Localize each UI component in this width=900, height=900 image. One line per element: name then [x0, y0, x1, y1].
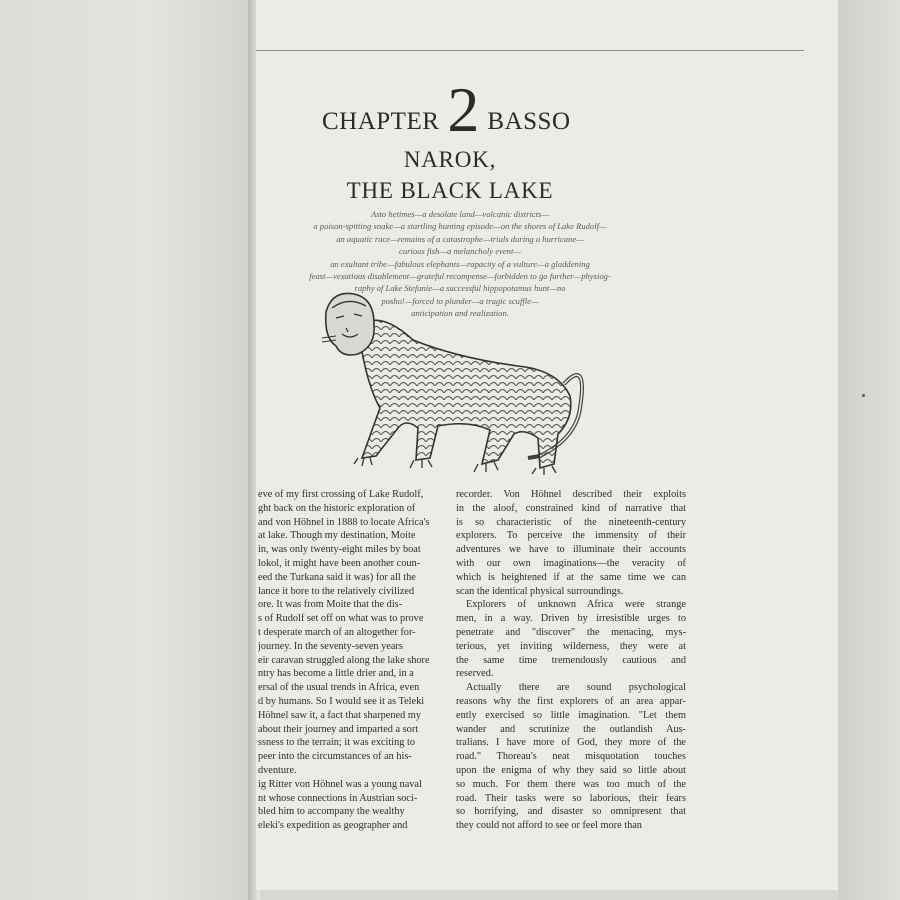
text-line: ght back on the historic exploration of: [258, 502, 416, 514]
text-line: scan the identical physical surroundings.: [456, 585, 624, 597]
text-line: at lake. Though my destination, Moite: [258, 530, 416, 542]
text-line: they could not afford to see or feel more than: [456, 820, 642, 832]
text-line: in, was only twenty-eight miles by boat: [258, 544, 421, 556]
text-line: in the aloof, constrained kind of narrative that: [456, 502, 686, 514]
text-line: explorers. To perceive the immensity of their: [456, 530, 686, 542]
chapter-heading: [322, 74, 592, 145]
scaled-lion-engraving-icon: [318, 288, 604, 478]
text-line: tralians. I have more of God, they more of the: [456, 737, 686, 749]
page-speck: [862, 394, 865, 397]
text-line: eleki's expedition as geographer and: [258, 820, 408, 832]
text-line: dventure.: [258, 764, 297, 776]
text-line: s of Rudolf set off on what was to prove: [258, 613, 424, 625]
text-line: ersal of the usual trends in Africa, even: [258, 682, 420, 694]
text-line: an exultant tribe—fabulous elephants—rapacity of a vulture—a gladdening: [330, 258, 590, 269]
text-line: t desperate march of an altogether for-: [258, 626, 416, 638]
chapter-title-line-1: NAROK,: [403, 147, 497, 172]
text-line: posho!—forced to plunder—a tragic scuffle—: [381, 295, 539, 306]
text-line: with our own imaginations—the veracity of: [456, 557, 686, 569]
text-line: an aquatic race—remains of a catastrophe—trials during a hurricane—: [336, 233, 584, 244]
text-line: so horrifying, and disaster so omnipresent that: [456, 806, 686, 818]
text-line: ently exercised so little imagination. "Let them: [456, 709, 686, 721]
text-line: nt whose connections in Austrian soci-: [258, 792, 418, 804]
right-text-column: [456, 488, 686, 833]
text-line: lokol, it might have been another coun-: [258, 557, 421, 569]
text-line: penetrate and "discover" the menacing, mys-: [456, 626, 686, 638]
text-line: Asto hetimes—a desolate land—volcanic districts—: [370, 209, 550, 219]
text-line: ntry has become a little drier and, in a: [258, 668, 414, 680]
background-surface: [838, 0, 900, 900]
text-line: terious, yet inviting wilderness, they were at: [456, 640, 686, 652]
chapter-title: [300, 144, 600, 206]
left-page: [0, 0, 252, 900]
text-line: road." Thoreau's neat misquotation touches: [456, 751, 686, 763]
text-line: ore. It was from Moite that the dis-: [258, 599, 403, 611]
text-line: a poison-spitting snake—a startling hunting episode—on the shores of Lake Rudolf—: [313, 221, 607, 232]
text-line: upon the enigma of why they said so little about: [456, 764, 686, 776]
header-rule: [256, 50, 804, 51]
left-text-column: [258, 488, 444, 833]
text-line: curious fish—a melancholy event—: [399, 246, 521, 257]
text-line: reasons why the first explorers of an area appar-: [456, 695, 686, 707]
text-line: recorder. Von Höhnel described their exploits: [456, 489, 686, 500]
text-line: eve of my first crossing of Lake Rudolf,: [258, 489, 424, 500]
text-line: Explorers of unknown Africa were strange: [466, 599, 686, 611]
text-line: ssness to the terrain; it was exciting to: [258, 737, 415, 749]
text-line: the same time tremendously cautious and: [456, 654, 686, 666]
chapter-label: CHAPTER: [322, 108, 440, 135]
text-line: is so characteristic of the nineteenth-century: [456, 516, 686, 528]
text-line: d by humans. So I would see it as Teleki: [258, 695, 425, 707]
text-line: feast—vexatious disablement—grateful recompense—forbidden to go further—physiog-: [309, 271, 611, 282]
text-line: about their journey and imparted a sort: [258, 723, 419, 735]
chapter-title-line-2: THE BLACK LAKE: [346, 178, 554, 203]
text-line: eed the Turkana said it was) for all the: [258, 571, 416, 583]
text-line: so much. For them there was too much of the: [456, 778, 686, 790]
text-line: wander and scrutinize the outlandish Aus-: [456, 723, 686, 735]
text-line: journey. In the seventy-seven years: [258, 640, 403, 652]
text-line: road. Their tasks were so laborious, their fears: [456, 792, 686, 804]
text-line: lance it bore to the relatively civilized: [258, 585, 415, 597]
text-line: which is heightened if at the same time we can: [456, 571, 686, 583]
text-line: bled him to accompany the wealthy: [258, 806, 405, 818]
text-line: anticipation and realization.: [411, 308, 509, 319]
chapter-number: 2: [447, 74, 480, 145]
text-line: reserved.: [456, 668, 494, 680]
text-line: eir caravan struggled along the lake shore: [258, 654, 430, 666]
text-line: Actually there are sound psychological: [466, 682, 686, 694]
text-line: men, in a way. Driven by irresistible urges to: [456, 613, 686, 625]
text-line: Höhnel saw it, a fact that sharpened my: [258, 709, 421, 721]
chapter-subtitle: BASSO: [487, 108, 571, 135]
text-line: raphy of Lake Stefanie—a successful hippopotamus hunt—no: [354, 283, 566, 294]
text-line: peer into the circumstances of an his-: [258, 751, 412, 763]
text-line: adventures we have to illuminate their accounts: [456, 544, 686, 556]
text-line: ig Ritter von Höhnel was a young naval: [258, 778, 422, 790]
text-line: and von Höhnel in 1888 to locate Africa's: [258, 516, 430, 528]
